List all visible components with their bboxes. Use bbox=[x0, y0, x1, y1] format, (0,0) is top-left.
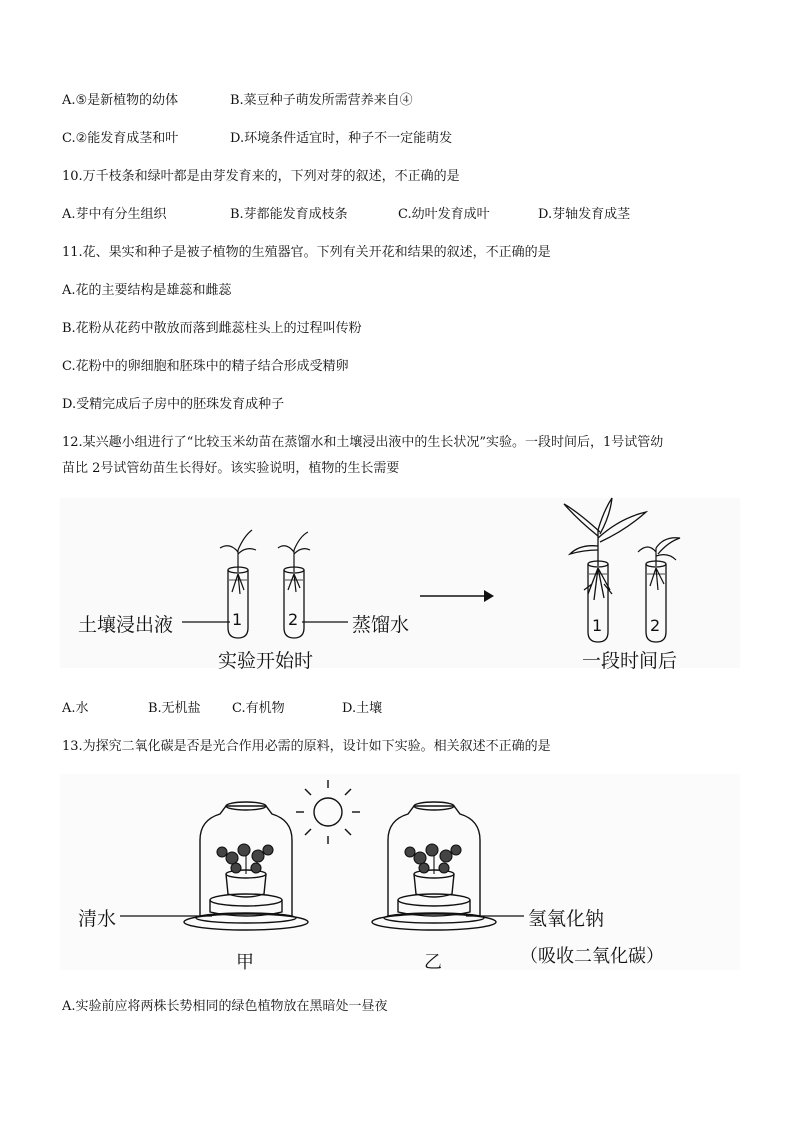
q9-option-d: D.环境条件适宜时，种子不一定能萌发 bbox=[230, 131, 453, 146]
tube-2-start-number: 2 bbox=[288, 610, 299, 629]
q11-option-d: D.受精完成后子房中的胚珠发育成种子 bbox=[62, 397, 285, 412]
label-clear-water: 清水 bbox=[78, 908, 117, 930]
figure-background bbox=[60, 498, 740, 668]
q12-stem-line1: 12.某兴趣小组进行了“比较玉米幼苗在蒸馏水和土壤浸出液中的生长状况”实验。一段时间后，1号试管幼 bbox=[62, 435, 664, 450]
q9-option-b: B.菜豆种子萌发所需营养来自④ bbox=[230, 93, 413, 108]
label-jia: 甲 bbox=[236, 952, 254, 973]
q11-option-c: C.花粉中的卵细胞和胚珠中的精子结合形成受精卵 bbox=[62, 359, 349, 374]
label-sodium-hydroxide: 氢氧化钠 bbox=[528, 908, 605, 930]
q10-stem: 10.万千枝条和绿叶都是由芽发育来的，下列对芽的叙述，不正确的是 bbox=[62, 169, 460, 184]
q12-figure bbox=[0, 490, 794, 690]
label-absorb-co2: （吸收二氧化碳） bbox=[520, 946, 664, 967]
q13-stem: 13.为探究二氧化碳是否是光合作用必需的原料，设计如下实验。相关叙述不正确的是 bbox=[62, 739, 551, 754]
q9-option-a: A.⑤是新植物的幼体 bbox=[62, 93, 179, 108]
label-experiment-start: 实验开始时 bbox=[218, 650, 314, 672]
label-yi: 乙 bbox=[424, 952, 442, 973]
q13-figure-drawing bbox=[0, 770, 794, 980]
figure-background bbox=[60, 774, 740, 970]
q10-option-a: A.芽中有分生组织 bbox=[62, 207, 167, 222]
q10-option-b: B.芽都能发育成枝条 bbox=[230, 207, 348, 222]
q9-option-c: C.②能发育成茎和叶 bbox=[62, 131, 179, 146]
q12-option-a: A.水 bbox=[62, 701, 89, 716]
q11-stem: 11.花、果实和种子是被子植物的生殖器官。下列有关开花和结果的叙述，不正确的是 bbox=[62, 245, 551, 260]
q12-stem-line2: 苗比 2号试管幼苗生长得好。该实验说明，植物的生长需要 bbox=[62, 461, 400, 476]
q12-option-d: D.土壤 bbox=[342, 701, 383, 716]
tube-2-after-number: 2 bbox=[650, 616, 661, 635]
q11-option-b: B.花粉从花药中散放而落到雌蕊柱头上的过程叫传粉 bbox=[62, 321, 362, 336]
tube-1-after-number: 1 bbox=[592, 616, 603, 635]
label-after-period: 一段时间后 bbox=[582, 650, 678, 672]
q10-option-d: D.芽轴发育成茎 bbox=[538, 207, 631, 222]
q10-option-c: C.幼叶发育成叶 bbox=[398, 207, 490, 222]
label-distilled-water: 蒸馏水 bbox=[352, 614, 410, 636]
q11-option-a: A.花的主要结构是雄蕊和雌蕊 bbox=[62, 283, 232, 298]
q13-figure bbox=[0, 770, 794, 980]
q12-option-b: B.无机盐 bbox=[148, 701, 201, 716]
q12-option-c: C.有机物 bbox=[232, 701, 285, 716]
tube-1-start-number: 1 bbox=[232, 610, 243, 629]
label-soil-extract: 土壤浸出液 bbox=[78, 614, 174, 636]
q13-option-a: A.实验前应将两株长势相同的绿色植物放在黑暗处一昼夜 bbox=[62, 999, 388, 1014]
